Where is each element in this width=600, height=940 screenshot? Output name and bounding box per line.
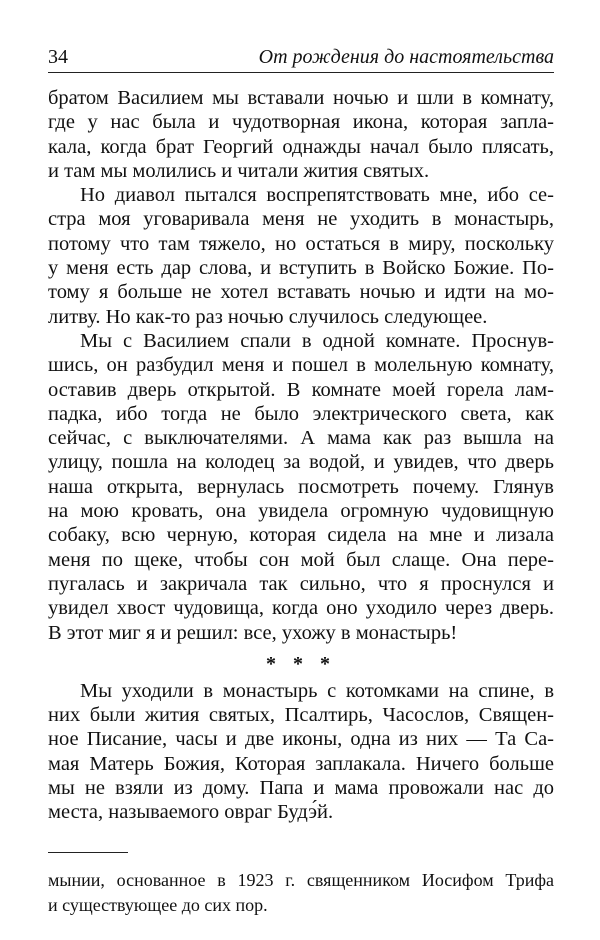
footnote (48, 868, 554, 918)
text-line: у меня есть дар слова, и вступить в Войско Божие. По- (48, 257, 554, 280)
footnote-divider (48, 852, 128, 853)
text-line: мая Матерь Божия, Которая заплакала. Ничего больше (48, 752, 554, 775)
text-line: на мою кровать, она увидела огромную чудовищную (48, 500, 554, 523)
paragraphs-after-separator (48, 679, 554, 825)
text-line: падка, ибо тогда не было электрического света, как (48, 402, 554, 425)
text-line: и там мы молились и читали жития святых. (48, 159, 430, 182)
footnote-line: мынии, основанное в 1923 г. священником Иосифом Трифа (48, 870, 554, 890)
text-line: сейчас, с выключателями. А мама как раз вышла на (48, 427, 554, 450)
text-line: братом Василием мы вставали ночью и шли в комнату, (48, 87, 554, 109)
page-body (48, 86, 554, 825)
text-line: пугалась и закричала так сильно, что я проснулся и (48, 572, 554, 595)
text-line: стра моя уговаривала меня не уходить в монастырь, (48, 208, 554, 231)
text-line: В этот миг я и решил: все, ухожу в монастырь! (48, 621, 458, 644)
text-line: где у нас была и чудотворная икона, которая запла- (48, 111, 554, 134)
page-number: 34 (48, 46, 68, 68)
running-title: От рождения до настоятельства (258, 46, 554, 68)
text-line: наша открыта, вернулась посмотреть почему. Глянув (48, 475, 554, 498)
text-line: оставив дверь открытой. В комнате моей горела лам- (48, 378, 554, 401)
text-line: ное Писание, часы и две иконы, одна из них — Та Са- (48, 728, 554, 751)
paragraphs-before-separator (48, 86, 554, 645)
section-separator: * * * (266, 652, 336, 675)
text-line: Мы с Василием спали в одной комнате. Проснув- (80, 329, 554, 352)
paragraph (48, 679, 554, 825)
text-line: потому что там тяжело, но остаться в миру, поскольку (48, 232, 554, 255)
text-line: кала, когда брат Георгий однажды начал было плясать, (48, 135, 554, 158)
text-line: собаку, всю черную, которая сидела на мне и лизала (48, 524, 554, 547)
text-line: литву. Но как-то раз ночью случилось следующее. (48, 305, 488, 328)
text-line: увидел хвост чудовища, когда оно уходило через дверь. (48, 597, 554, 620)
text-line: тому я больше не хотел вставать ночью и идти на мо- (48, 281, 554, 304)
paragraph (48, 183, 554, 329)
footnote-line: и существующее до сих пор. (48, 895, 268, 915)
text-line: мы не взяли из дому. Папа и мама провожали нас до (48, 777, 554, 800)
text-line: Мы уходили в монастырь с котомками на спине, в (80, 679, 554, 702)
text-line: них были жития святых, Псалтирь, Часослов, Священ- (48, 704, 554, 727)
text-line: меня по щеке, чтобы сон мой был слаще. Она пере- (48, 548, 554, 571)
running-header (48, 40, 554, 73)
paragraph (48, 86, 554, 183)
paragraph (48, 329, 554, 645)
text-line: шись, он разбудил меня и пошел в молельную комнату, (48, 354, 554, 377)
text-line: улицу, пошла на колодец за водой, и увидев, что дверь (48, 451, 554, 474)
text-line: места, называемого овраг Будэ́й. (48, 801, 334, 824)
text-line: Но диавол пытался воспрепятствовать мне, ибо се- (80, 184, 554, 207)
